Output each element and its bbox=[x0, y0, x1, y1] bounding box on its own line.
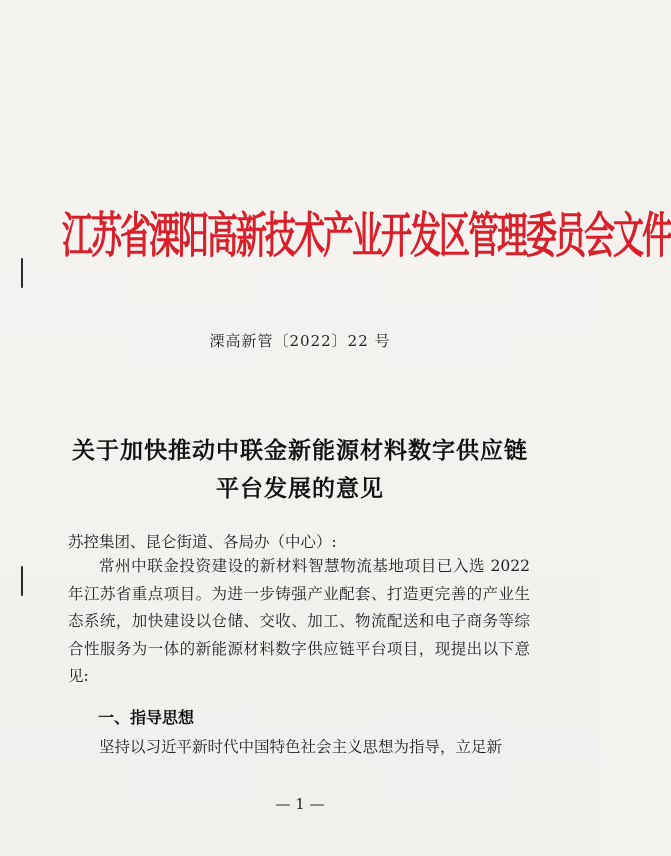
body-paragraph: 常州中联金投资建设的新材料智慧物流基地项目已入选 2022 年江苏省重点项目。为进一步铸强产业配套、打造更完善的产业生态系统，加快建设以仓储、交收、加工、物流配送和电子商务等综合性服务为一体的新能源材料数字供应链平台项目，现提出以下意见: bbox=[68, 557, 530, 685]
binding-mark bbox=[21, 566, 23, 596]
document-number: 溧高新管〔2022〕22 号 bbox=[209, 332, 391, 350]
document-title-line-1: 关于加快推动中联金新能源材料数字供应链 bbox=[72, 437, 528, 464]
page-number: — 1 — bbox=[275, 795, 325, 813]
salutation: 苏控集团、昆仑街道、各局办（中心）: bbox=[68, 533, 337, 551]
document-title-line-2: 平台发展的意见 bbox=[216, 475, 384, 502]
body-paragraph: 坚持以习近平新时代中国特色社会主义思想为指导，立足新 bbox=[99, 738, 503, 756]
issuer-header: 江苏省溧阳高新技术产业开发区管理委员会文件 bbox=[62, 208, 671, 265]
section-heading: 一、指导思想 bbox=[98, 708, 195, 727]
binding-mark bbox=[21, 258, 23, 288]
